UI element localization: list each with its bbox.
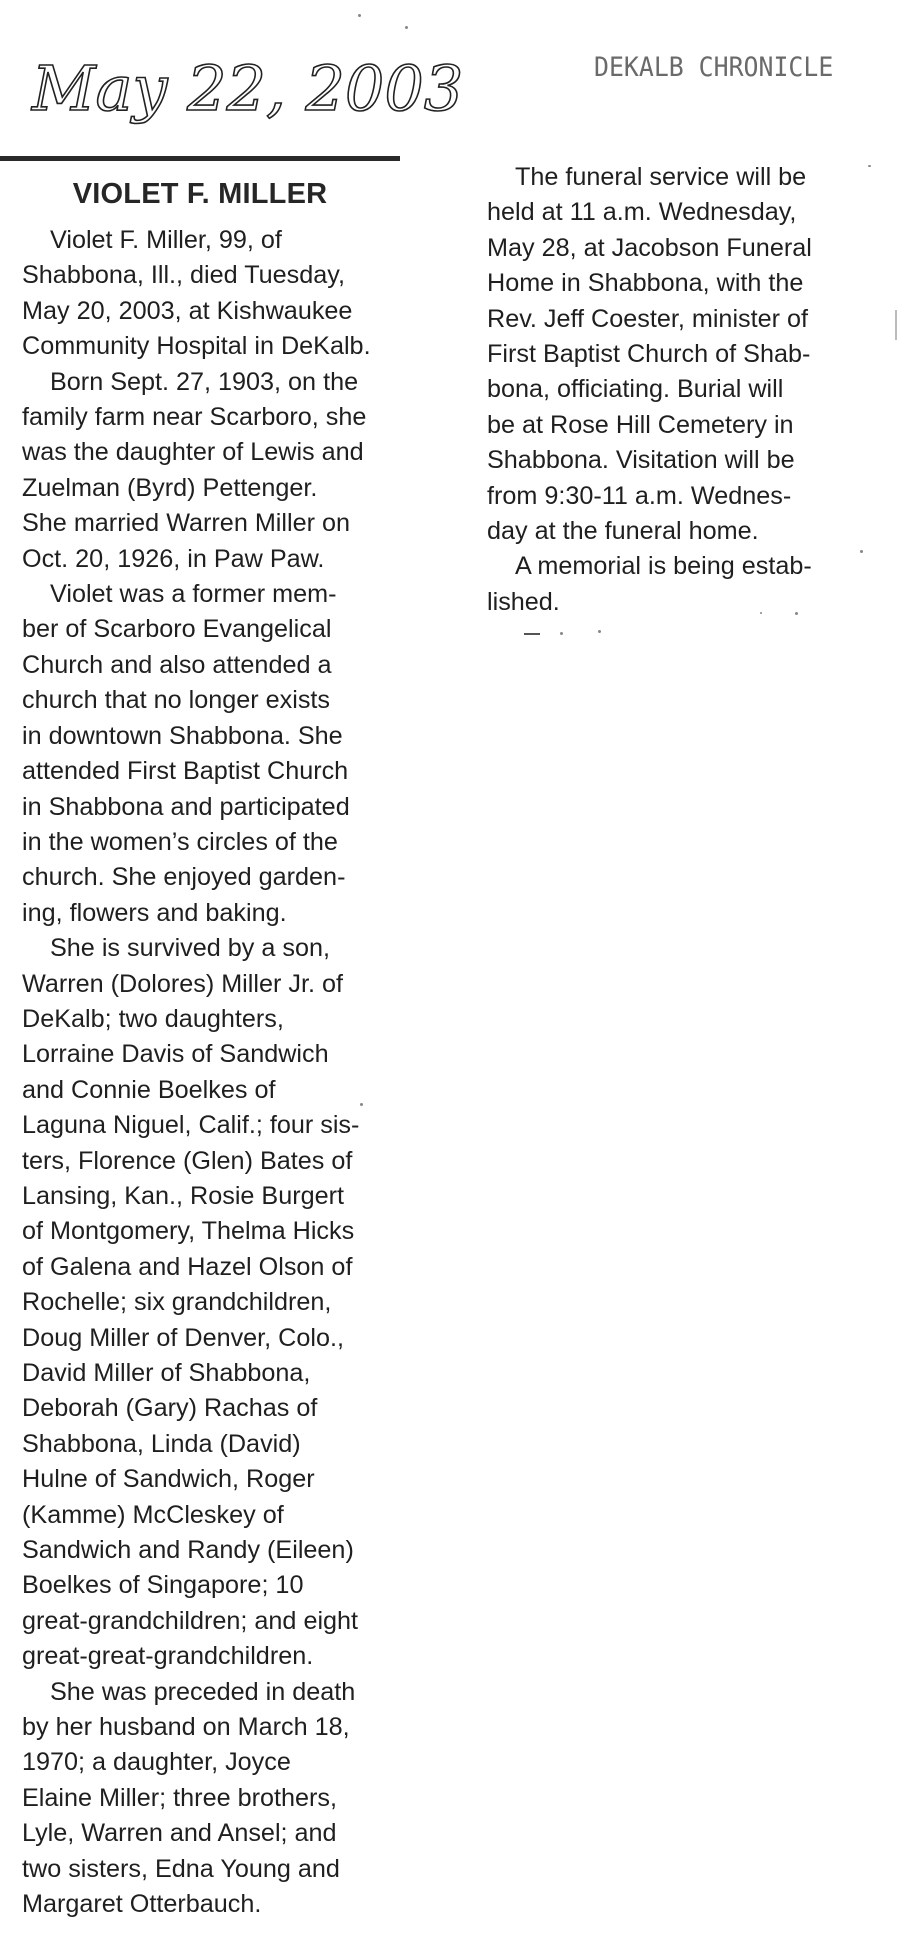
text-line: She is survived by a son, bbox=[50, 934, 331, 963]
text-line: Rochelle; six grandchildren, bbox=[22, 1288, 332, 1317]
text-line: A memorial is being estab- bbox=[515, 552, 812, 581]
text-line: Hulne of Sandwich, Roger bbox=[22, 1465, 315, 1494]
text-line: church that no longer exists bbox=[22, 686, 331, 715]
scan-speck bbox=[868, 165, 871, 167]
text-line: ing, flowers and baking. bbox=[22, 898, 287, 927]
text-line: Boelkes of Singapore; 10 bbox=[22, 1571, 304, 1600]
text-line: was the daughter of Lewis and bbox=[22, 438, 364, 467]
text-line: and Connie Boelkes of bbox=[22, 1075, 276, 1104]
text-line: two sisters, Edna Young and bbox=[22, 1854, 340, 1883]
text-line: Lansing, Kan., Rosie Burgert bbox=[22, 1181, 345, 1210]
scan-speck bbox=[358, 14, 361, 17]
obituary-headline: VIOLET F. MILLER bbox=[72, 178, 328, 210]
scan-speck bbox=[560, 632, 563, 635]
text-line: Born Sept. 27, 1903, on the bbox=[50, 367, 359, 396]
text-line: (Kamme) McCleskey of bbox=[22, 1500, 284, 1529]
text-line: church. She enjoyed garden- bbox=[22, 863, 346, 892]
text-line: Violet F. Miller, 99, of bbox=[50, 226, 282, 254]
text-line: by her husband on March 18, bbox=[22, 1713, 350, 1742]
text-line: Violet was a former mem- bbox=[50, 580, 337, 609]
text-line: ters, Florence (Glen) Bates of bbox=[22, 1146, 353, 1175]
text-line: Shabbona. Visitation will be bbox=[487, 446, 795, 475]
text-line: lished. bbox=[487, 587, 560, 616]
text-line: bona, officiating. Burial will bbox=[487, 375, 784, 404]
text-line: in the women’s circles of the bbox=[22, 827, 338, 856]
text-line: attended First Baptist Church bbox=[22, 757, 349, 786]
scan-speck bbox=[360, 1103, 363, 1106]
text-line: of Montgomery, Thelma Hicks bbox=[22, 1217, 355, 1246]
text-line: First Baptist Church of Shab- bbox=[487, 340, 811, 369]
text-line: She was preceded in death bbox=[50, 1677, 356, 1706]
text-line: Elaine Miller; three brothers, bbox=[22, 1783, 337, 1812]
text-line: Community Hospital in DeKalb. bbox=[22, 332, 371, 361]
text-line: be at Rose Hill Cemetery in bbox=[487, 410, 794, 439]
headline-rule bbox=[0, 156, 400, 161]
text-line: Zuelman (Byrd) Pettenger. bbox=[22, 473, 318, 502]
text-line: held at 11 a.m. Wednesday, bbox=[487, 198, 797, 227]
text-line: great-grandchildren; and eight bbox=[22, 1606, 359, 1635]
text-line: Rev. Jeff Coester, minister of bbox=[487, 304, 809, 333]
text-line: family farm near Scarboro, she bbox=[22, 403, 367, 432]
text-line: Shabbona, Ill., died Tuesday, bbox=[22, 261, 345, 290]
text-line: Sandwich and Randy (Eileen) bbox=[22, 1536, 354, 1565]
text-line: She married Warren Miller on bbox=[22, 509, 351, 538]
handwritten-date bbox=[28, 38, 508, 138]
text-line: May 20, 2003, at Kishwaukee bbox=[22, 296, 353, 325]
scan-speck bbox=[895, 310, 897, 340]
scan-speck bbox=[760, 612, 762, 614]
text-line: Oct. 20, 1926, in Paw Paw. bbox=[22, 544, 325, 573]
text-line: Margaret Otterbauch. bbox=[22, 1890, 262, 1919]
text-line: DeKalb; two daughters, bbox=[22, 1004, 284, 1033]
text-line: ber of Scarboro Evangelical bbox=[22, 615, 332, 644]
text-line: from 9:30-11 a.m. Wednes- bbox=[487, 481, 792, 510]
text-line: The funeral service will be bbox=[515, 163, 807, 191]
text-line: Doug Miller of Denver, Colo., bbox=[22, 1323, 344, 1352]
scan-speck bbox=[860, 550, 863, 553]
text-line: 1970; a daughter, Joyce bbox=[22, 1748, 291, 1777]
scan-speck bbox=[795, 612, 798, 615]
handwritten-date-drawing bbox=[28, 38, 508, 138]
scan-speck bbox=[405, 26, 408, 29]
obituary-left-column bbox=[22, 223, 402, 1923]
text-line: Warren (Dolores) Miller Jr. of bbox=[22, 969, 343, 998]
text-line: David Miller of Shabbona, bbox=[22, 1359, 311, 1387]
text-line: Laguna Niguel, Calif.; four sis- bbox=[22, 1111, 360, 1140]
scan-speck bbox=[598, 630, 601, 633]
text-line: Lyle, Warren and Ansel; and bbox=[22, 1819, 337, 1848]
publication-name: DEKALB CHRONICLE bbox=[594, 52, 834, 83]
text-line: Lorraine Davis of Sandwich bbox=[22, 1040, 329, 1069]
text-line: in downtown Shabbona. She bbox=[22, 721, 343, 750]
text-line: Shabbona, Linda (David) bbox=[22, 1429, 301, 1458]
text-line: May 28, at Jacobson Funeral bbox=[487, 233, 812, 262]
text-line: day at the funeral home. bbox=[487, 517, 759, 546]
text-line: in Shabbona and participated bbox=[22, 792, 350, 821]
scan-dash bbox=[524, 633, 540, 635]
text-line: Deborah (Gary) Rachas of bbox=[22, 1394, 318, 1423]
text-line: great-great-grandchildren. bbox=[22, 1642, 314, 1671]
handwritten-date-text: May 22, 2003 bbox=[32, 52, 464, 125]
obituary-right-column bbox=[487, 160, 887, 620]
text-line: Home in Shabbona, with the bbox=[487, 269, 804, 298]
text-line: Church and also attended a bbox=[22, 650, 332, 679]
text-line: of Galena and Hazel Olson of bbox=[22, 1252, 353, 1281]
